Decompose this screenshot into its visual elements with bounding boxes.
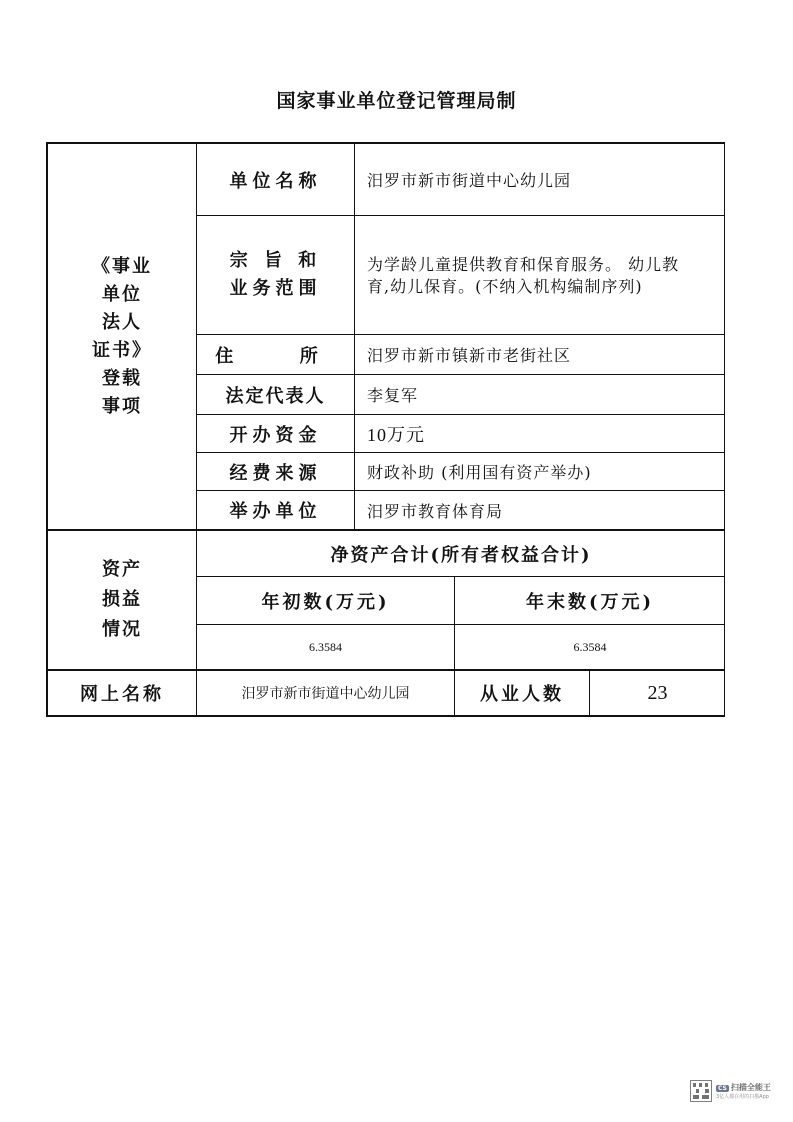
scanner-watermark: [690, 1076, 786, 1106]
side-line: 证书》: [92, 339, 152, 361]
value-unit-name: 汨罗市新市街道中心幼儿园: [355, 144, 725, 216]
value-staff-count: 23: [647, 681, 668, 704]
label-funding-source: 经费来源: [197, 453, 355, 491]
value-funding-source: 财政补助 (利用国有资产举办): [355, 453, 725, 491]
side-line: 事项: [102, 395, 142, 417]
label-begin-year: 年初数(万元): [197, 577, 455, 625]
label-online-name: 网上名称: [48, 671, 197, 715]
label-unit-name: 单位名称: [197, 144, 355, 216]
label-line: 业务范围: [229, 278, 322, 299]
scanner-tagline: 3亿人都在用的扫描App: [716, 1094, 769, 1100]
value-line: 育,幼儿保育。(不纳入机构编制序列): [367, 277, 643, 296]
label-line: 宗 旨 和: [229, 250, 322, 271]
value-line: 为学龄儿童提供教育和保育服务。 幼儿教: [367, 255, 680, 274]
side-line: 单位: [102, 283, 142, 305]
registration-table: [46, 142, 725, 717]
side-line: 损益: [102, 589, 142, 610]
scanner-app-name: [716, 1082, 771, 1093]
label-capital: 开办资金: [197, 415, 355, 453]
value-begin-year: 6.3584: [197, 625, 455, 671]
value-end-year: 6.3584: [455, 625, 725, 671]
qr-code-icon: [690, 1080, 712, 1102]
side-line: 情况: [102, 619, 142, 640]
scanner-name-text: 扫描全能王: [730, 1083, 771, 1092]
side-line: 资产: [102, 559, 142, 580]
label-sponsor: 举办单位: [197, 491, 355, 531]
value-sponsor: 汨罗市教育体育局: [355, 491, 725, 531]
value-online-name: 汨罗市新市街道中心幼儿园: [197, 671, 455, 715]
label-purpose-scope: [197, 216, 355, 335]
value-purpose-scope: [355, 216, 725, 335]
value-legal-rep: 李复军: [355, 375, 725, 415]
label-staff-count: 从业人数: [455, 671, 590, 715]
label-end-year: 年末数(万元): [455, 577, 725, 625]
label-address: 住 所: [197, 335, 355, 375]
side-line: 《事业: [92, 255, 152, 277]
assets-header: 净资产合计(所有者权益合计): [197, 531, 725, 577]
value-address: 汨罗市新市镇新市老街社区: [355, 335, 725, 375]
scanner-logo-icon: CS: [718, 1085, 727, 1092]
side-label-assets: [48, 531, 197, 671]
document-title: 国家事业单位登记管理局制: [276, 90, 517, 112]
side-line: 登载: [102, 367, 142, 389]
value-capital: 10万元: [355, 415, 725, 453]
side-label-registration: [48, 144, 197, 531]
label-legal-rep: 法定代表人: [197, 375, 355, 415]
side-line: 法人: [102, 311, 142, 333]
